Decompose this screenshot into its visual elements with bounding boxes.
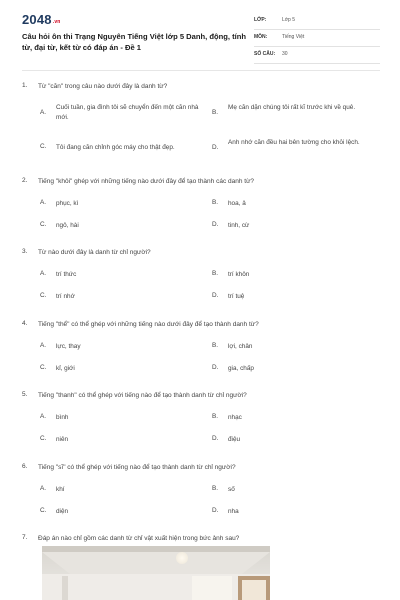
option-text: Anh nhớ căn đều hai bên tường cho khỏi lệch. — [228, 139, 360, 146]
logo-tld: .vn — [52, 19, 61, 25]
option-label: A. — [40, 413, 47, 420]
option-text: điệu — [228, 436, 241, 443]
site-logo[interactable] — [22, 12, 61, 27]
question-number: 2. — [22, 177, 28, 184]
option-label: B. — [212, 413, 219, 420]
option-label: C. — [40, 292, 47, 299]
option-label: A. — [40, 270, 47, 277]
option-label: C. — [40, 221, 47, 228]
page-title: Câu hỏi ôn thi Trạng Nguyên Tiếng Việt lớp 5 Danh, động, tính từ, đại từ, kết từ có đáp án - Đề 1 — [22, 32, 247, 52]
option-text: trí nhớ — [56, 293, 75, 300]
document-meta — [254, 14, 380, 65]
option-label: D. — [212, 435, 219, 442]
option-text: phục, kì — [56, 200, 79, 207]
option-label: A. — [40, 109, 47, 116]
option-label: D. — [212, 507, 219, 514]
header-divider — [22, 70, 380, 71]
question-text: Tiếng "sĩ" có thể ghép với tiếng nào để tạo thành danh từ chỉ người? — [38, 464, 236, 471]
meta-grade — [254, 14, 380, 30]
meta-value: Lớp 5 — [282, 17, 296, 23]
meta-label: SỐ CÂU: — [254, 51, 276, 57]
option-text: Cuối tuần, gia đình tôi sẽ chuyển đến một căn nhà mới. — [56, 104, 199, 121]
option-text: lực, thay — [56, 343, 81, 350]
option-text: trí thức — [56, 271, 77, 278]
option-text: bình — [56, 414, 69, 421]
option-text: tinh, cừ — [228, 222, 250, 229]
room-photo — [42, 546, 270, 600]
option-label: B. — [212, 342, 219, 349]
question-text: Tiếng "thể" có thể ghép với những tiếng nào dưới đây để tạo thành danh từ? — [38, 321, 259, 328]
option-text: gia, chấp — [228, 365, 254, 372]
question-text: Tiếng "thanh" có thể ghép với tiếng nào để tạo thành danh từ chỉ người? — [38, 392, 247, 399]
meta-value: Tiếng Việt — [282, 34, 305, 40]
question-number: 6. — [22, 463, 28, 470]
meta-question-count — [254, 48, 380, 64]
option-label: C. — [40, 507, 47, 514]
option-text: Tôi đang căn chỉnh góc máy cho thật đẹp. — [56, 144, 175, 151]
option-text: khí — [56, 486, 65, 493]
option-label: B. — [212, 199, 219, 206]
option-text: nha — [228, 508, 239, 515]
logo-text: 2048 — [22, 12, 52, 27]
question-number: 7. — [22, 534, 28, 541]
question-number: 3. — [22, 248, 28, 255]
option-text: kỉ, giới — [56, 365, 75, 372]
meta-label: MÔN: — [254, 34, 268, 40]
question-text: Từ "căn" trong câu nào dưới đây là danh từ? — [38, 83, 168, 90]
option-text: niên — [56, 436, 69, 443]
option-label: D. — [212, 364, 219, 371]
question-number: 4. — [22, 320, 28, 327]
option-text: trí khôn — [228, 271, 250, 278]
option-label: C. — [40, 143, 47, 150]
option-text: ngô, hài — [56, 222, 79, 229]
question-number: 5. — [22, 391, 28, 398]
option-label: C. — [40, 435, 47, 442]
option-label: D. — [212, 221, 219, 228]
option-text: hoa, ả — [228, 200, 246, 207]
option-text: lợi, chân — [228, 343, 253, 350]
option-text: trí tuệ — [228, 293, 245, 300]
option-label: A. — [40, 485, 47, 492]
option-text: nhạc — [228, 414, 242, 421]
option-label: A. — [40, 199, 47, 206]
question-text: Đáp án nào chỉ gồm các danh từ chỉ vật xuất hiện trong bức ảnh sau? — [38, 535, 240, 542]
option-label: B. — [212, 270, 219, 277]
meta-value: 30 — [282, 51, 288, 57]
option-label: D. — [212, 292, 219, 299]
option-label: D. — [212, 144, 219, 151]
meta-subject — [254, 31, 380, 47]
option-text: diện — [56, 508, 69, 515]
question-text: Từ nào dưới đây là danh từ chỉ người? — [38, 249, 151, 256]
option-label: A. — [40, 342, 47, 349]
option-text: số — [228, 486, 235, 493]
meta-label: LỚP: — [254, 17, 267, 23]
room-photo-illustration — [42, 546, 270, 600]
option-label: B. — [212, 109, 219, 116]
question-text: Tiếng "khôi" ghép với những tiếng nào dưới đây để tạo thành các danh từ? — [38, 178, 255, 185]
option-label: B. — [212, 485, 219, 492]
option-label: C. — [40, 364, 47, 371]
page-header — [0, 0, 400, 66]
option-text: Mẹ căn dặn chúng tôi rất kĩ trước khi về quê. — [228, 104, 356, 111]
question-number: 1. — [22, 82, 28, 89]
